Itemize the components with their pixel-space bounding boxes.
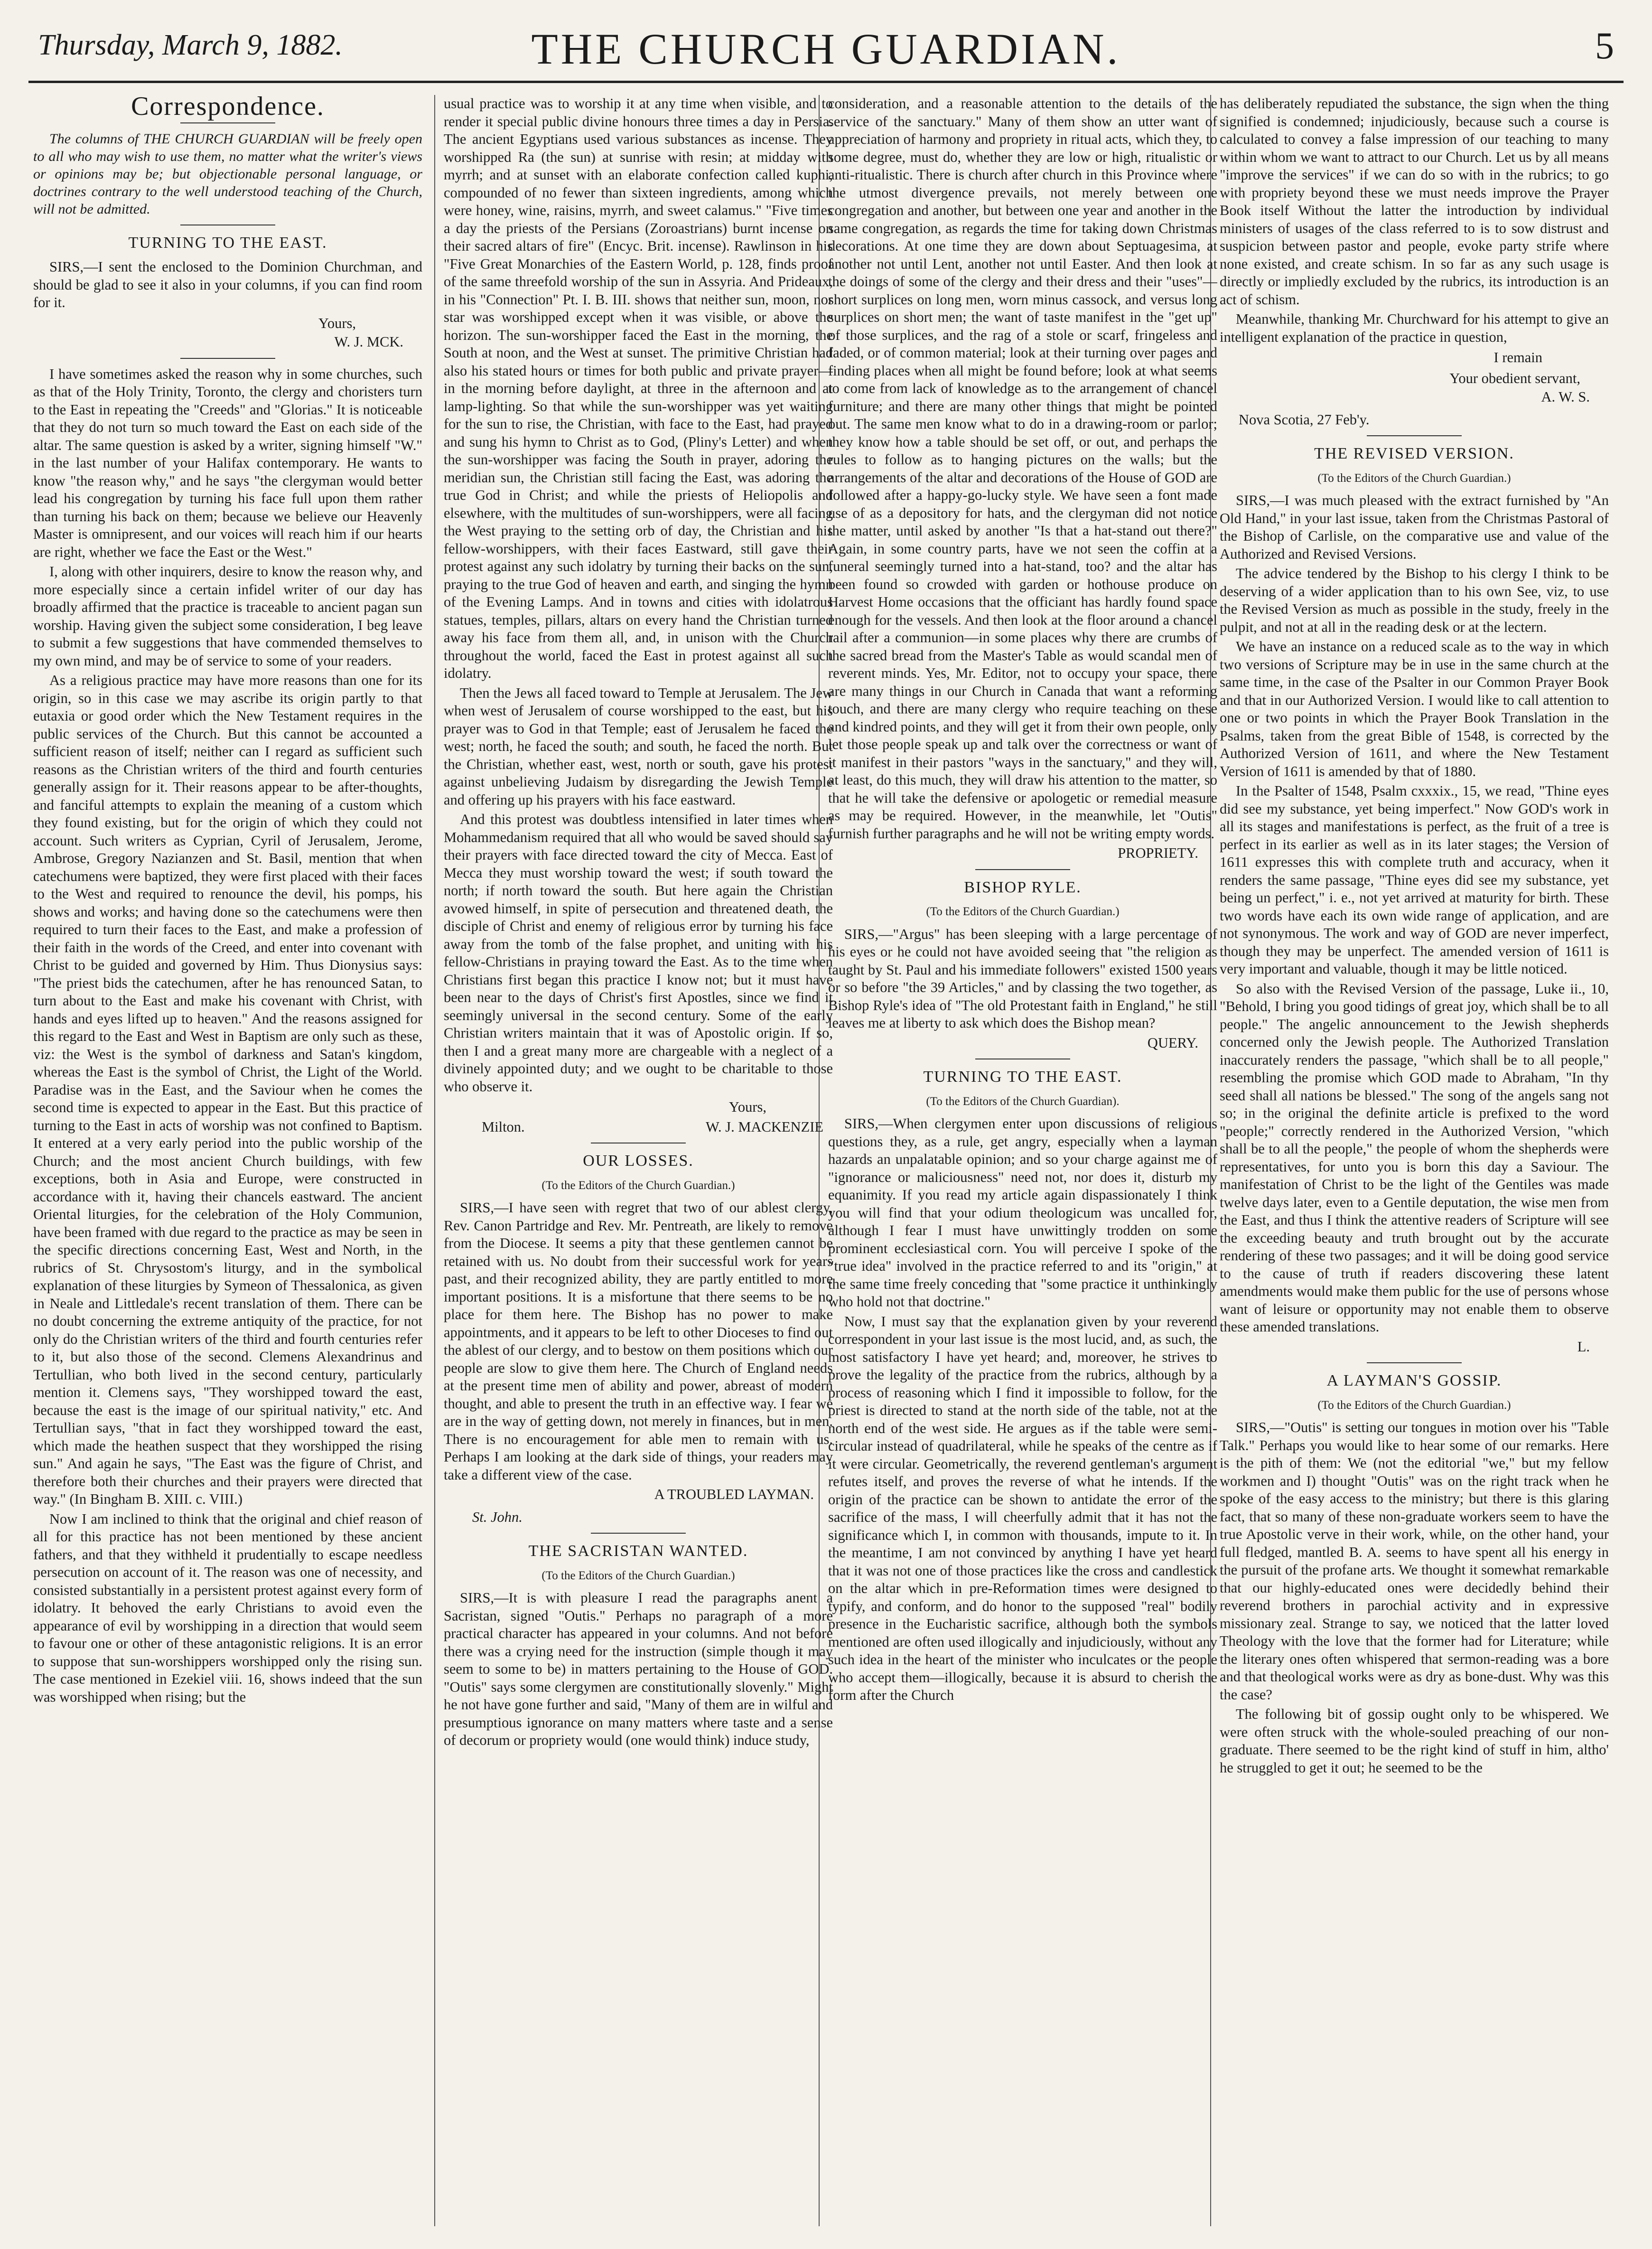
- masthead: [28, 19, 1624, 83]
- paragraph: Meanwhile, thanking Mr. Churchward for his attempt to give an intelligent explanation of the practice in question,: [1220, 311, 1609, 345]
- article-subheading: (To the Editors of the Church Guardian).: [926, 1095, 1120, 1108]
- article-heading: TURNING TO THE EAST.: [923, 1068, 1122, 1086]
- paragraph: usual practice was to worship it at any time when visible, and to render it special public divine honours three times a day in Persia. The ancient Egyptians used various substances as incense. They worshipped Ra (the sun) at sunrise with resin; at midday with myrrh; and at sunset with an elaborate confection called kuphi, compounded of no fewer than sixteen ingredients, among which were honey, wine, raisins, myrrh, and sweet calamus." "Five times a day the priests of the Persians (Zoroastrians) burnt incense on their sacred altars of fire" (Encyc. Brit. incense). Rawlinson in his "Five Great Monarchies of the Eastern World, p. 128, finds proof of the same threefold worship of the sun in Assyria. And Prideaux, in his "Connection" Pt. I. B. III. shows that neither sun, moon, nor star was worshipped except when it was visible, or above the horizon. The sun-worshipper faced the East in the morning, the South at noon, and the West at sunset. The primitive Christian had also his stated hours or times for both public and private prayer—in the morning before daylight, at three in the afternoon and at lamp-lighting. So that while the sun-worshipper was yet waiting for the sun to rise, the Christian, with face to the East, had prayed and sung his hymn to Christ as to God, (Pliny's Letter) and when the sun-worshipper was facing the South in prayer, adoring the meridian sun, the Christian still facing the East, was adoring the true God in Christ; and while the priests of Heliopolis and elsewhere, with the multitudes of sun-worshippers, were all facing the West praying to the setting orb of day, the Christian and his fellow-worshippers, with their faces Eastward, still gave their protest against any such idolatry by turning their backs on the sun, praying to the true God of heaven and earth, and singing the hymn of the Evening Lamps. And in towns and cities with idolatrous statues, temples, pillars, altars on every hand the Christian turned away his face from them all, and, in unison with the Church throughout the world, faced the East in protest against all such idolatry.: [444, 95, 833, 681]
- paragraph: Then the Jews all faced toward to Temple at Jerusalem. The Jew when west of Jerusalem of course worshipped to the east, but his prayer was to God in that Temple; east of Jerusalem he faced the west; north, he faced the south; and south, he faced the north. But the Christian, whether east, west, north or south, gave his protest against unbelieving Judaism by disregarding the Jewish Temple and offering up his prayers with his face eastward.: [444, 684, 833, 808]
- paragraph: has deliberately repudiated the substance, the sign when the thing signified is condemned; injudiciously, because such a course is calculated to convey a false impression of our teaching to many within whom we want to attract to our Church. Let us by all means "improve the services" if we can do so with in the rubrics; to go with propriety beyond these we must needs improve the Prayer Book itself Without the latter the introduction by individual ministers of usages of the class referred to is to sow distrust and suspicion between pastor and people, evoke party strife where none existed, and create schism. In so far as any such usage is directly or impliedly excluded by the rubrics, its introduction is an act of schism.: [1220, 95, 1609, 308]
- place: St. John.: [472, 1509, 523, 1525]
- article-subheading: (To the Editors of the Church Guardian.): [926, 905, 1120, 918]
- divider: [1367, 1362, 1462, 1363]
- column-4: [1220, 95, 1609, 2226]
- paragraph: In the Psalter of 1548, Psalm cxxxix., 15, we read, "Thine eyes did see my substance, yet being imperfect." Now GOD's work in all its stages and manifestations is perfect, as the fruit of a tree is perfect in its earlier as well as in its later stages; the Version of 1611 expresses this with complete truth and accuracy, when it renders the same passage, "Thine eyes did see my substance, yet being un perfect," i. e., not yet arrived at maturity for birth. These two words have each its own wide range of application, and are not synonymous. The work and way of GOD are never imperfect, though they may be unperfect. The amended version of 1611 is very important and valuable, though it may be little noticed.: [1220, 783, 1609, 977]
- paragraph: Now, I must say that the explanation given by your reverend correspondent in your last issue is the most lucid, and, as such, the most satisfactory I have yet heard; and, moreover, he strives to prove the legality of the practice from the rubrics, although by a process of reasoning which I find it impossible to follow, for the priest is directed to stand at the north side of the table, not at the north end of the west side. He argues as if the table were semi-circular instead of quadrilateral, while he speaks of the centre as if it were circular. Geometrically, the reverend gentleman's argument refutes itself, and proves the reverse of what he intends. If the origin of the practice can be shown to antidate the error of the sacrifice of the mass, I will cheerfully admit that it has not the significance which I, in common with thousands, impute to it. In the meantime, I am not convinced by anything I have yet heard that it was not one of those practices like the cross and candlestick on the altar which in pre-Reformation times were designed to typify, and conform, and do honor to the supposed "real" bodily presence in the Eucharistic sacrifice, although both the symbols mentioned are often used illogically and injudiciously, without any such idea in the heart of the minister who inculcates or the people who accept them—illogically, because it is absurd to cherish the form after the Church: [828, 1313, 1217, 1703]
- signature: A TROUBLED LAYMAN.: [654, 1486, 814, 1502]
- closing: Yours,: [318, 315, 356, 331]
- article-heading: TURNING TO THE EAST.: [128, 234, 327, 252]
- column-divider: [434, 95, 435, 2226]
- article-heading: OUR LOSSES.: [583, 1152, 694, 1170]
- column-3: [828, 95, 1217, 2226]
- signature: PROPRIETY.: [1118, 845, 1198, 861]
- paragraph: SIRS,—I was much pleased with the extract furnished by "An Old Hand," in your last issue, taken from the Christmas Pastoral of the Bishop of Carlisle, on the comparative use and value of the Authorized and Revised Versions.: [1220, 492, 1609, 562]
- paragraph: SIRS,—"Argus" has been sleeping with a large percentage of his eyes or he could not have avoided seeing that "the religion as taught by St. Paul and his immediate followers" existed 1500 years or so before "the 39 Articles," and by classing the two together, as Bishop Ryle's idea of "The old Protestant faith in England," he still leaves me at liberty to ask which does the Bishop mean?: [828, 926, 1217, 1031]
- paragraph: SIRS,—When clergymen enter upon discussions of religious questions they, as a rule, get angry, especially when a layman hazards an unpalatable opinion; and so your charge against me of "ignorance or maliciousness" need not, nor does it, disturb my equanimity. If you read my article again dispassionately I think you will find that your odium theologicum was uncalled for, although I fear I must have unwittingly trodden on some prominent ecclesiastical corn. You will perceive I spoke of the "true idea" involved in the practice referred to and its "origin," at the same time freely conceding that "some practice it unthinkingly who hold not that doctrine.": [828, 1115, 1217, 1310]
- signature: W. J. MACKENZIE: [706, 1118, 823, 1135]
- closing: Yours,: [728, 1099, 766, 1115]
- column-2: [444, 95, 833, 2226]
- place: Nova Scotia, 27 Feb'y.: [1239, 411, 1370, 428]
- signature-line: [444, 1118, 833, 1136]
- divider: [180, 122, 275, 123]
- place: Milton.: [482, 1118, 525, 1135]
- paragraph: consideration, and a reasonable attention to the details of the service of the sanctuary." Many of them show an utter want of appreciation of harmony and propriety in ritual acts, which they, to some degree, must do, whether they are low or high, ritualistic or anti-ritualistic. There is church after church in this Province where the utmost divergence prevails, not merely between one congregation and another, but between one year and another in the same congregation, as regards the time for taking down Christmas decorations. At one time they are down about Septuagesima, at another not until Lent, another not until Easter. And then look at the doings of some of the clergy and their dress and their "uses"—short surplices on long men, worn minus cassock, and versus long surplices on short men; the want of taste manifest in the "get up" of those surplices, and the rag of a stole or scarf, fringeless and faded, or of common material; look at their turning over pages and finding places when all might be found before; look at what seems to come from lack of knowledge as to the arrangement of chancel furniture; and there are many other things that might be pointed out. The same men know what to do in a drawing-room or parlor; they know how a table should be set off, or out, and perhaps the rules to follow as to hanging pictures on the walls; but the arrangements of the altar and decorations of the House of GOD are followed after a happy-go-lucky style. We have seen a font made use of as a depository for hats, and the clergyman did not notice the matter, until asked by another "Is that a hat-stand out there?" Again, in some country parts, have we not seen the coffin at a funeral seemingly turned into a hat-stand, too? and the altar has been found so crowded with garden or hothouse produce on Harvest Home occasions that the officiant has hardly found space enough for the vessels. And then look at the floor around a chancel rail after a communion—in some places why there are crumbs of the sacred bread from the Master's Table as would scandal men of reverent minds. Yes, Mr. Editor, not to occupy your space, there are many things in our Church in Canada that want a reforming touch, and there are many clergy who require teaching on these and kindred points, and they will get it from their own people, only let those people speak up and talk over the correctness or want of it manifest in their pastors "ways in the sanctuary," and they will, at least, do this much, they will draw his attention to the matter, so that he will take the defensive or apologetic or remedial measure as may be required. However, in the meanwhile, let "Outis" furnish further paragraphs and he will not be writing empty words.: [828, 95, 1217, 842]
- paragraph: I have sometimes asked the reason why in some churches, such as that of the Holy Trinity, Toronto, the clergy and choristers turn to the East in repeating the "Creeds" and "Glorias." It is noticeable that they do not turn so much toward the East on each side of the altar. The same question is asked by a writer, signing himself "W." in the last number of your Halifax contemporary. He wants to know "the reason why," and he says "the clergyman would better lead his congregation by turning his face full upon them rather than turning his back on them; because we believe our Heavenly Master is omnipresent, and our voices will reach him if our hearts are right, whether we face the East or the West.": [33, 365, 422, 560]
- paragraph: So also with the Revised Version of the passage, Luke ii., 10, "Behold, I bring you good tidings of great joy, which shall be to all people." The angelic announcement to the Jewish shepherds concerned only the Jewish people. The Authorized Translation inaccurately renders the passage, "which shall be to all people," resembling the promise which GOD made to Abraham, "In thy seed shall all nations be blessed." The song of the angels sang not so; in the original the definite article is prefixed to the word "people;" correctly rendered in the Authorized Version, "which shall be to all the people," the people of whom the shepherds were representatives, for unto you is born this day a Saviour. The manifestation of Christ to be the light of the Gentiles was made twelve days later, even to a Gentile deputation, the wise men from the East, and thus I think the attentive readers of Scripture will see the exceeding beauty and truth brought out by the accurate rendering of these two passages; and it will be doing good service to the cause of truth if readers discovering these latent amendments would make them public for the use of persons whose want of leisure or opportunity may not enable them to observe these amended translations.: [1220, 980, 1609, 1335]
- signature: QUERY.: [1147, 1034, 1198, 1051]
- paragraph: SIRS,—It is with pleasure I read the paragraphs anent a Sacristan, signed "Outis." Perhaps no paragraph of a more practical character has appeared in your columns. And not before there was a crying need for the instruction (simple though it may seem to some to be) in matters pertaining to the House of GOD. "Outis" says some clergymen are constitutionally slovenly." Might he not have gone further and said, "Many of them are in wilful and presumptious ignorance on many matters where taste and a sense of decorum or propriety would (one would think) induce study,: [444, 1590, 833, 1748]
- page-number: 5: [1595, 25, 1614, 67]
- paragraph: I, along with other inquirers, desire to know the reason why, and more especially since a certain infidel writer of our day has broadly affirmed that the practice is traceable to ancient pagan sun worship. Having given the subject some consideration, I beg leave to submit a few suggestions that have commended themselves to my own mind, and may be of service to some of your readers.: [33, 563, 422, 669]
- issue-date: Thursday, March 9, 1882.: [38, 29, 343, 61]
- editorial-note: The columns of THE CHURCH GUARDIAN will be freely open to all who may wish to use them, no matter what the writer's views or opinions may be; but objectionable personal language, or doctrines contrary to the well understood teaching of the Church, will not be admitted.: [33, 131, 422, 217]
- paragraph: The following bit of gossip ought only to be whispered. We were often struck with the whole-souled preaching of our non-graduate. There seemed to be the right kind of stuff in him, altho' he struggled to get it out; he seemed to be the: [1220, 1706, 1609, 1776]
- closing: Your obedient servant,: [1449, 370, 1580, 386]
- paragraph: The advice tendered by the Bishop to his clergy I think to be deserving of a wider application than to his own See, viz, to use the Revised Version as much as possible in the study, freely in the pulpit, and not at all in the reading desk or at the lectern.: [1220, 565, 1609, 635]
- article-heading: A LAYMAN'S GOSSIP.: [1326, 1372, 1502, 1389]
- article-heading: BISHOP RYLE.: [964, 878, 1082, 896]
- article-subheading: (To the Editors of the Church Guardian.): [1317, 471, 1511, 485]
- paragraph: And this protest was doubtless intensified in later times when Mohammedanism required that all who would be saved should say their prayers with face directed toward the city of Mecca. East of Mecca they must worship toward the west; if south toward the north; if north toward the south. But here again the Christian avowed himself, in spite of persecution and threatened death, the disciple of Christ and enemy of religious error by turning his face away from the tomb of the false prophet, and uniting with his fellow-Christians in praying toward the East. As to the time when Christians first began this practice I know not; but it must have been near to the days of Christ's first Apostles, since we find it seemingly universal in the second century. Some of the early Christian writers maintain that it was of Apostolic origin. If so, then I and a great many more are chargeable with a neglect of a divinely appointed duty; and we ought to be charitable to those who observe it.: [444, 811, 833, 1095]
- article-heading: THE REVISED VERSION.: [1314, 445, 1514, 462]
- article-subheading: (To the Editors of the Church Guardian.): [1317, 1398, 1511, 1412]
- signature: L.: [1577, 1338, 1590, 1355]
- article-subheading: (To the Editors of the Church Guardian.): [541, 1179, 735, 1192]
- paragraph: Now I am inclined to think that the original and chief reason of all for this practice has not been mentioned by these ancient fathers, and that they withheld it prudentially to escape needless persecution on account of it. The reason was one of necessity, and consisted substantially in a persistent protest against every form of idolatry. It behoved the early Christians to avoid even the appearance of evil by worshipping in a direction that would seem to favour one or other of these antagonistic religions. It is an error to suppose that sun-worshippers worshipped only the rising sun. The case mentioned in Ezekiel viii. 16, shows indeed that the sun was worshipped when rising; but the: [33, 1510, 422, 1705]
- paragraph: SIRS,—I have seen with regret that two of our ablest clergy, Rev. Canon Partridge and Rev. Mr. Pentreath, are likely to remove from the Diocese. It seems a pity that these gentlemen cannot be retained with us. No doubt from their successful work for years past, and their recognized ability, they are partly entitled to more important positions. It is a misfortune that there seems to be no place for them here. The Bishop has no power to make appointments, and it appears to be left to other Dioceses to find out the ablest of our clergy, and to bestow on them positions which our people are slow to give them here. The Church of England needs at the present time men of ability and power, abreast of modern thought, and able to present the truth in an effective way. I fear we are in the way of getting down, not merely in finances, but in men. There is no encouragement for able men to remain with us. Perhaps I am looking at the dark side of things, your readers may take a different view of the case.: [444, 1199, 833, 1483]
- newspaper-title: THE CHURCH GUARDIAN.: [531, 25, 1121, 73]
- signature: A. W. S.: [1541, 389, 1590, 405]
- section-title: Correspondence.: [131, 95, 325, 121]
- paragraph: We have an instance on a reduced scale as to the way in which two versions of Scripture may be in use in the same church at the same time, in the case of the Psalter in our Common Prayer Book and that in our Authorized Version. I would like to call attention to one or two points in which the Prayer Book Translation in the Psalms, taken from the great Bible of 1548, is corrected by the Authorized Version of 1611, and where the New Testament Version of 1611 is amended by that of 1880.: [1220, 638, 1609, 779]
- divider: [975, 869, 1070, 870]
- letter-intro: SIRS,—I sent the enclosed to the Dominion Churchman, and should be glad to see it also in your columns, if you can find room for it.: [33, 259, 422, 310]
- paragraph: SIRS,—"Outis" is setting our tongues in motion over his "Table Talk." Perhaps you would like to hear some of our remarks. Here is the pith of them: We (not the editorial "we," but my fellow workmen and I) thought "Outis" was on the right track when he spoke of the easy access to the ministry; but there is this glaring fact, that so many of these non-graduate workers seem to have the true Apostolic verve in their work, while, on the other hand, your full fledged, mantled B. A. seems to have spent all his energy in the pursuit of the profane arts. We thought it somewhat remarkable that our highly-educated ones were decidedly behind their reverend brothers in parochial activity and in expressive missionary zeal. Strange to say, we noticed that the latter loved Theology with the love that the former had for Literature; while the literary ones often whispered that sermon-reading was a bore and that theological works were as dry as bone-dust. Why was this the case?: [1220, 1419, 1609, 1703]
- article-heading: THE SACRISTAN WANTED.: [528, 1542, 748, 1560]
- divider: [591, 1533, 686, 1534]
- divider: [180, 358, 275, 359]
- closing: I remain: [1493, 349, 1542, 365]
- signature: W. J. MCK.: [334, 334, 403, 350]
- article-subheading: (To the Editors of the Church Guardian.): [541, 1569, 735, 1582]
- paragraph: As a religious practice may have more reasons than one for its origin, so in this case we may ascribe its origin partly to that eutaxia or good order which the New Testament requires in the public services of the Church. But this cannot be accounted a sufficient reason of itself; neither can I regard as sufficient such reasons as the Christian writers of the third and fourth centuries generally assign for it. Their reasons appear to be after-thoughts, and fanciful attempts to explain the meaning of a custom which they found existing, but for the origin of which they could not account. Such writers as Cyprian, Cyril of Jerusalem, Jerome, Ambrose, Gregory Nazianzen and St. Basil, mention that when catechumens were baptized, they were first placed with their faces to the West and required to renounce the devil, his pomps, his shows and works; and having done so the catechumens were then required to turn their faces to the East, and make a profession of their faith in the words of the Creed, and enter into covenant with Christ to be guided and governed by Him. Thus Dionysius says: "The priest bids the catechumen, after he has renounced Satan, to turn about to the East and make his covenant with Christ, with hands and eyes lifted up to heaven." And the reasons assigned for this regard to the East and West in Baptism are only such as these, viz: the West is the symbol of darkness and Satan's kingdom, whereas the East is the symbol of Christ, the Light of the World. Paradise was in the East, and the Saviour when he comes the second time is expected to appear in the East. But this practice of turning to the East in acts of worship was not confined to Baptism. It entered at a very early period into the public worship of the Church; and the most ancient Church buildings, with few exceptions, both in Asia and Europe, were constructed in accordance with it, having their chancels eastward. The ancient Oriental liturgies, for the celebration of the Holy Communion, have been framed with due regard to the practice as may be seen in the specific directions concerning East, West and North, in the rubrics of St. Chrysostom's liturgy, and in the symbolical explanation of these liturgies by Symeon of Thessalonica, as given in Neale and Littledale's recent translation of them. There can be no doubt concerning the extreme antiquity of the practice, for not only do the Christian writers of the third and fourth centuries refer to it, but also those of the second. Clemens Alexandrinus and Tertullian, who both lived in the second century, particularly mention it. Clemens says, "They worshipped toward the east, because the east is the image of our spiritual nativity," etc. And Tertullian says, "that in fact they worshipped toward the east, which made the heathen suspect that they worshipped the rising sun." And again he says, "The East was the figure of Christ, and therefore both their churches and their prayers were directed that way." (In Bingham B. XIII. c. VIII.): [33, 672, 422, 1507]
- divider: [1367, 435, 1462, 436]
- column-1: [33, 95, 422, 2226]
